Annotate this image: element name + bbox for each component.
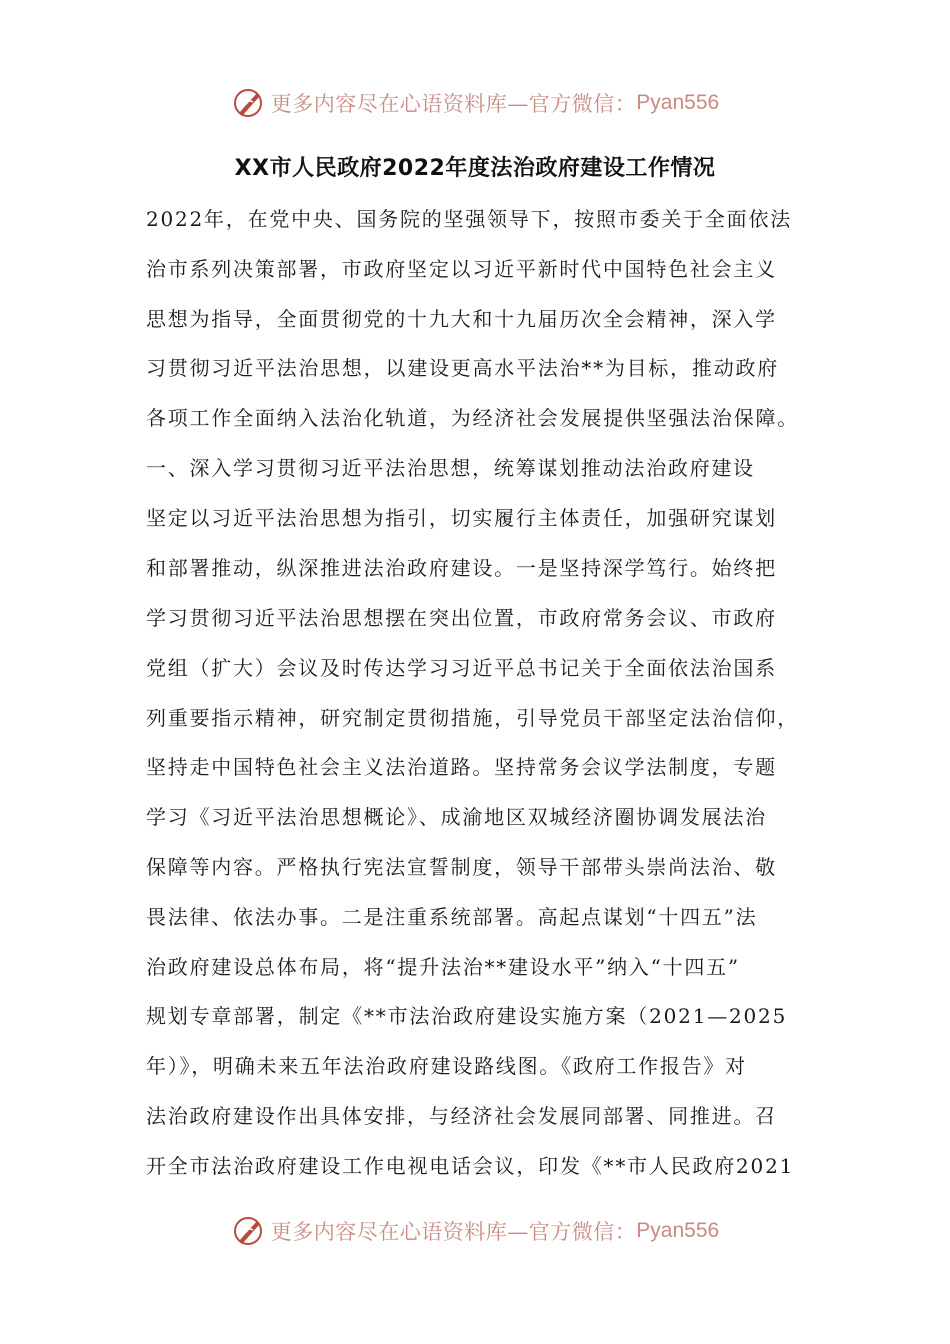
section-heading: 一、深入学习贯彻习近平法治思想，统筹谋划推动法治政府建设 xyxy=(146,456,755,480)
pen-circle-logo-icon xyxy=(231,85,267,121)
watermark-text: 更多内容尽在心语资料库—官方微信： xyxy=(270,92,637,116)
watermark-wechat-id: Pyan556 xyxy=(636,91,720,114)
paragraph-line: 治市系列决策部署，市政府坚定以习近平新时代中国特色社会主义 xyxy=(146,257,777,281)
document-title: XX市人民政府2022年度法治政府建设工作情况 xyxy=(234,156,716,181)
paragraph-line: 党组（扩大）会议及时传达学习习近平总书记关于全面依法治国系 xyxy=(146,656,777,680)
paragraph-line: 坚定以习近平法治思想为指引，切实履行主体责任，加强研究谋划 xyxy=(146,506,777,530)
paragraph-line: 学习贯彻习近平法治思想摆在突出位置，市政府常务会议、市政府 xyxy=(146,606,777,630)
paragraph-line: 2022年，在党中央、国务院的坚强领导下，按照市委关于全面依法 xyxy=(146,207,792,231)
paragraph-line: 开全市法治政府建设工作电视电话会议，印发《**市人民政府2021 xyxy=(146,1154,795,1178)
paragraph-line: 规划专章部署，制定《**市法治政府建设实施方案（2021—2025 xyxy=(146,1004,788,1028)
pen-circle-logo-icon xyxy=(231,1213,267,1249)
paragraph-line: 和部署推动，纵深推进法治政府建设。一是坚持深学笃行。始终把 xyxy=(146,556,777,580)
paragraph-line: 列重要指示精神，研究制定贯彻措施，引导党员干部坚定法治信仰， xyxy=(146,706,799,730)
watermark-wechat-id: Pyan556 xyxy=(636,1219,720,1242)
paragraph-line: 法治政府建设作出具体安排，与经济社会发展同部署、同推进。召 xyxy=(146,1104,777,1128)
paragraph-line: 思想为指导，全面贯彻党的十九大和十九届历次全会精神，深入学 xyxy=(146,307,777,331)
paragraph-line: 年）》，明确未来五年法治政府建设路线图。《政府工作报告》对 xyxy=(146,1054,747,1078)
paragraph-line: 各项工作全面纳入法治化轨道，为经济社会发展提供坚强法治保障。 xyxy=(146,406,799,430)
paragraph-line: 治政府建设总体布局，将“提升法治**建设水平”纳入“十四五” xyxy=(146,955,740,979)
watermark-header xyxy=(0,83,950,123)
paragraph-line: 畏法律、依法办事。二是注重系统部署。高起点谋划“十四五”法 xyxy=(146,905,758,929)
watermark-text: 更多内容尽在心语资料库—官方微信： xyxy=(270,1220,637,1244)
watermark-footer xyxy=(0,1211,950,1251)
paragraph-line: 坚持走中国特色社会主义法治道路。坚持常务会议学法制度，专题 xyxy=(146,755,777,779)
paragraph-line: 保障等内容。严格执行宪法宣誓制度，领导干部带头崇尚法治、敬 xyxy=(146,855,777,879)
paragraph-line: 学习《习近平法治思想概论》、成渝地区双城经济圈协调发展法治 xyxy=(146,805,767,829)
paragraph-line: 习贯彻习近平法治思想，以建设更高水平法治**为目标，推动政府 xyxy=(146,356,779,380)
